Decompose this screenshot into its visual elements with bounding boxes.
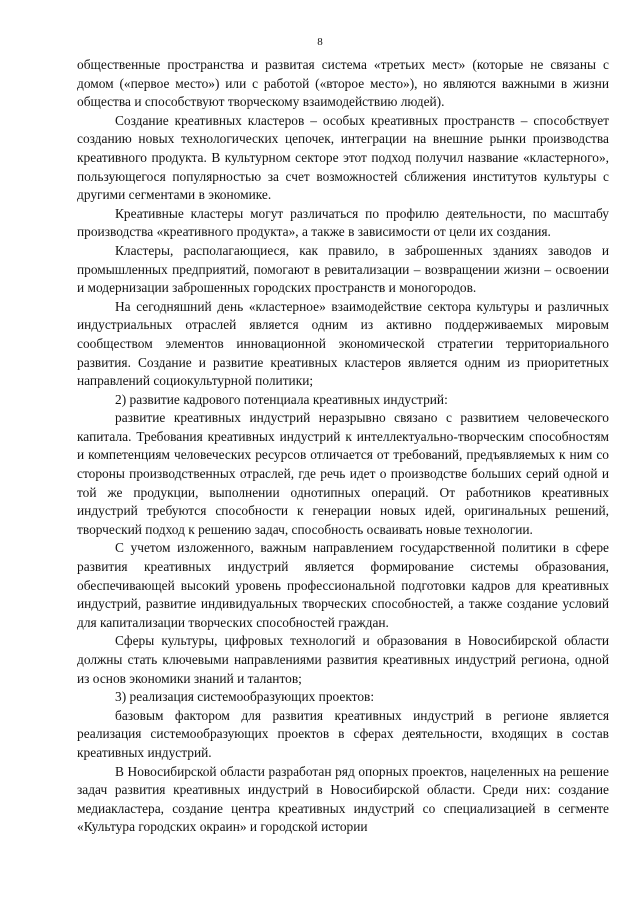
paragraph: общественные пространства и развитая система «третьих мест» (которые не связаны с домом («первое место») или с работой («второе место»), но являются важными в жизни общества и способствуют творческому взаимодействию людей).: [77, 57, 609, 110]
page-number: 8: [317, 36, 323, 48]
document-body: [77, 56, 609, 837]
paragraph: Сферы культуры, цифровых технологий и образования в Новосибирской области должны стать ключевыми направлениями развития креативных индустрий региона, одной из основ экономики знаний и талантов;: [77, 633, 609, 686]
list-item-heading: 2) развитие кадрового потенциала креативных индустрий:: [115, 391, 448, 407]
paragraph: С учетом изложенного, важным направлением государственной политики в сфере развития креативных индустрий является формирование системы образования, обеспечивающей высокий уровень профессиональной подготовки кадров для креативных индустрий, развитие индивидуальных творческих способностей, а также создание условий для капитализации творческих способностей граждан.: [77, 540, 609, 630]
list-item-heading: 3) реализация системообразующих проектов:: [115, 689, 375, 705]
paragraph: На сегодняшний день «кластерное» взаимодействие сектора культуры и различных индустриальных отраслей является одним из активно поддерживаемых мировым сообществом элементов инновационной экономической стратегии территориального развития. Создание и развитие креативных кластеров является одним из приоритетных направлений социокультурной политики;: [77, 298, 609, 389]
paragraph: развитие креативных индустрий неразрывно связано с развитием человеческого капитала. Требования креативных индустрий к интеллектуально-творческим способностям и компетенциям человеческих ресурсов отличается от требований, предъявляемых к ним со стороны производственных отраслей, где речь идет о производстве больших серий одной и той же продукции, выполнении однотипных операций. От работников креативных индустрий требуются способности к генерации новых идей, оригинальных решений, творческий подход к решению задач, способность осваивать новые технологии.: [77, 410, 609, 537]
paragraph: базовым фактором для развития креативных индустрий в регионе является реализация системообразующих проектов в сферах деятельности, входящих в состав креативных индустрий.: [77, 707, 609, 760]
paragraph: В Новосибирской области разработан ряд опорных проектов, нацеленных на решение задач развития креативных индустрий в Новосибирской области. Среди них: создание медиакластера, создание центра креативных индустрий со специализацией в сегменте «Культура городских окраин» и городской истории: [77, 763, 609, 835]
paragraph: Создание креативных кластеров – особых креативных пространств – способствует созданию новых технологических цепочек, интеграции на внешние рынки производства креативного продукта. В культурном секторе этот подход получил название «кластерного», пользующегося популярностью за счет возможностей сближения институтов культуры с другими сегментами в экономике.: [77, 112, 609, 203]
paragraph: Кластеры, располагающиеся, как правило, в заброшенных зданиях заводов и промышленных предприятий, помогают в ревитализации – возвращении жизни – освоении и модернизации заброшенных городских пространств и моногородов.: [77, 242, 609, 296]
paragraph: Креативные кластеры могут различаться по профилю деятельности, по масштабу производства «креативного продукта», а также в зависимости от цели их создания.: [77, 205, 609, 240]
